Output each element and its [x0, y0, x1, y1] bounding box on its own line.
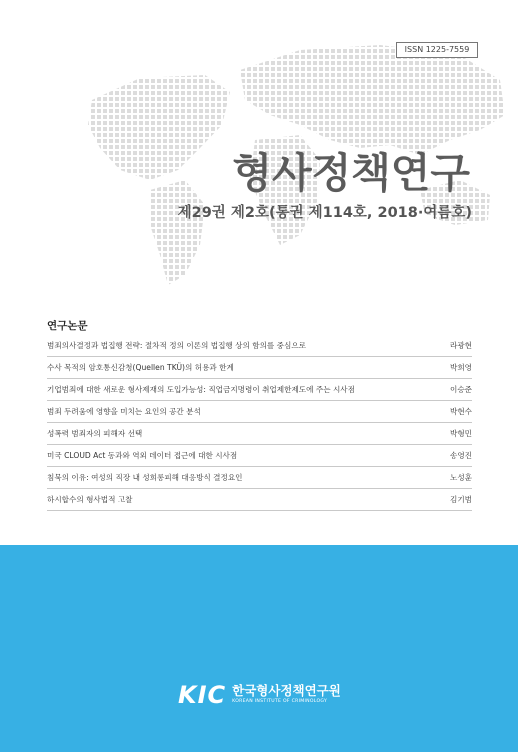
cover-bottom-band: [0, 545, 518, 752]
publisher-name-korean: 한국형사정책연구원: [232, 683, 341, 698]
article-title: 침묵의 이유: 여성의 직장 내 성희롱피해 대응방식 결정요인: [47, 473, 243, 482]
article-author: 노성훈: [449, 473, 472, 482]
article-title: 성폭력 범죄자의 피해자 선택: [47, 429, 143, 438]
article-title: 범죄의사결정과 법집행 전략: 절차적 정의 이론의 법집행 상의 함의를 중심으로: [47, 341, 307, 350]
article-author: 박현수: [449, 407, 472, 416]
list-item: [47, 445, 472, 467]
article-title: 기업범죄에 대한 새로운 형사제재의 도입가능성: 직업금지명령이 취업제한제도에 주는 시사점: [47, 385, 355, 394]
article-title: 범죄 두려움에 영향을 미치는 요인의 공간 분석: [47, 407, 201, 416]
list-item: [47, 379, 472, 401]
volume-issue-subtitle: 제29권 제2호(통권 제114호, 2018·여름호): [177, 205, 472, 221]
table-of-contents: [47, 335, 472, 511]
article-title: 미국 CLOUD Act 동과와 역외 데이터 접근에 대한 시사점: [47, 451, 238, 460]
journal-title: 형사정책연구: [232, 149, 470, 197]
publisher-name-english: KOREAN INSTITUTE OF CRIMINOLOGY: [232, 699, 328, 704]
article-author: 박형민: [449, 429, 472, 438]
article-title: 수사 목적의 암호통신감청(Quellen TKÜ)의 허용과 한계: [47, 363, 234, 372]
list-item: [47, 357, 472, 379]
section-heading: 연구논문: [47, 320, 88, 332]
article-author: 라광현: [449, 341, 472, 350]
article-author: 김기범: [449, 495, 472, 504]
list-item: [47, 335, 472, 357]
publisher-logo: [178, 680, 341, 710]
list-item: [47, 489, 472, 511]
issn-label: ISSN 1225-7559: [396, 42, 478, 58]
kic-logo-mark: KIC: [178, 681, 227, 709]
article-author: 박희영: [449, 363, 472, 372]
article-author: 이승준: [449, 385, 472, 394]
article-title: 하시합수의 형사법적 고찰: [47, 495, 133, 504]
list-item: [47, 467, 472, 489]
list-item: [47, 401, 472, 423]
list-item: [47, 423, 472, 445]
article-author: 송영진: [449, 451, 472, 460]
